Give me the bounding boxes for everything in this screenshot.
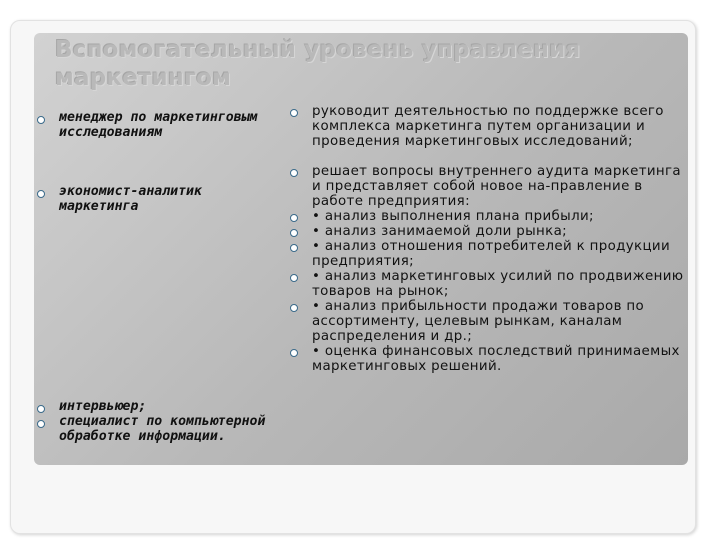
bullet-icon xyxy=(37,420,45,428)
list-item xyxy=(59,111,269,141)
list-item xyxy=(312,104,684,149)
role-title: менеджер по маркетинговым исследованиям xyxy=(59,110,258,140)
bullet-icon xyxy=(37,190,45,198)
list-item xyxy=(312,164,684,209)
list-item xyxy=(312,209,684,224)
duty-text: • анализ маркетинговых усилий по продвижению товаров на рынок; xyxy=(312,269,684,299)
bullet-icon xyxy=(37,116,45,124)
role-title: специалист по компьютерной обработке информации. xyxy=(59,413,266,444)
role-title: экономист-аналитик маркетинга xyxy=(59,184,202,214)
list-item xyxy=(312,299,684,344)
role-title: интервьюер; xyxy=(59,399,147,414)
duty-text: • анализ выполнения плана прибыли; xyxy=(312,209,594,224)
bullet-icon xyxy=(290,109,298,117)
list-item xyxy=(312,344,684,374)
duty-text: решает вопросы внутреннего аудита маркетинга и представляет собой новое на-правление в работе предприятия: xyxy=(312,164,681,209)
slide-title: Вспомогательный уровень управления маркетингом xyxy=(55,37,581,91)
duty-text: • анализ занимаемой доли рынка; xyxy=(312,224,567,239)
list-item xyxy=(312,224,684,239)
list-item xyxy=(312,239,684,269)
bullet-icon xyxy=(290,274,298,282)
role-list-1 xyxy=(59,111,269,141)
list-item xyxy=(59,185,269,215)
role-list-3 xyxy=(59,400,269,444)
duty-text: • оценка финансовых последствий принимаемых маркетинговых решений. xyxy=(312,344,680,374)
bullet-icon xyxy=(290,349,298,357)
bullet-icon xyxy=(290,214,298,222)
bullet-icon xyxy=(37,405,45,413)
list-item xyxy=(59,400,269,415)
bullet-icon xyxy=(290,229,298,237)
list-item xyxy=(312,269,684,299)
list-item xyxy=(59,415,269,445)
bullet-icon xyxy=(290,169,298,177)
duties-list xyxy=(312,104,684,374)
bullet-icon xyxy=(290,304,298,312)
bullet-icon xyxy=(290,244,298,252)
role-list-2 xyxy=(59,185,269,215)
duty-text: • анализ отношения потребителей к продукции предприятия; xyxy=(312,239,671,269)
duty-text: • анализ прибыльности продажи товаров по ассортименту, целевым рынкам, каналам распределения и др.; xyxy=(312,299,645,344)
duty-text: руководит деятельностью по поддержке всего комплекса маркетинга путем организации и проведения маркетинговых исследований; xyxy=(312,104,664,149)
